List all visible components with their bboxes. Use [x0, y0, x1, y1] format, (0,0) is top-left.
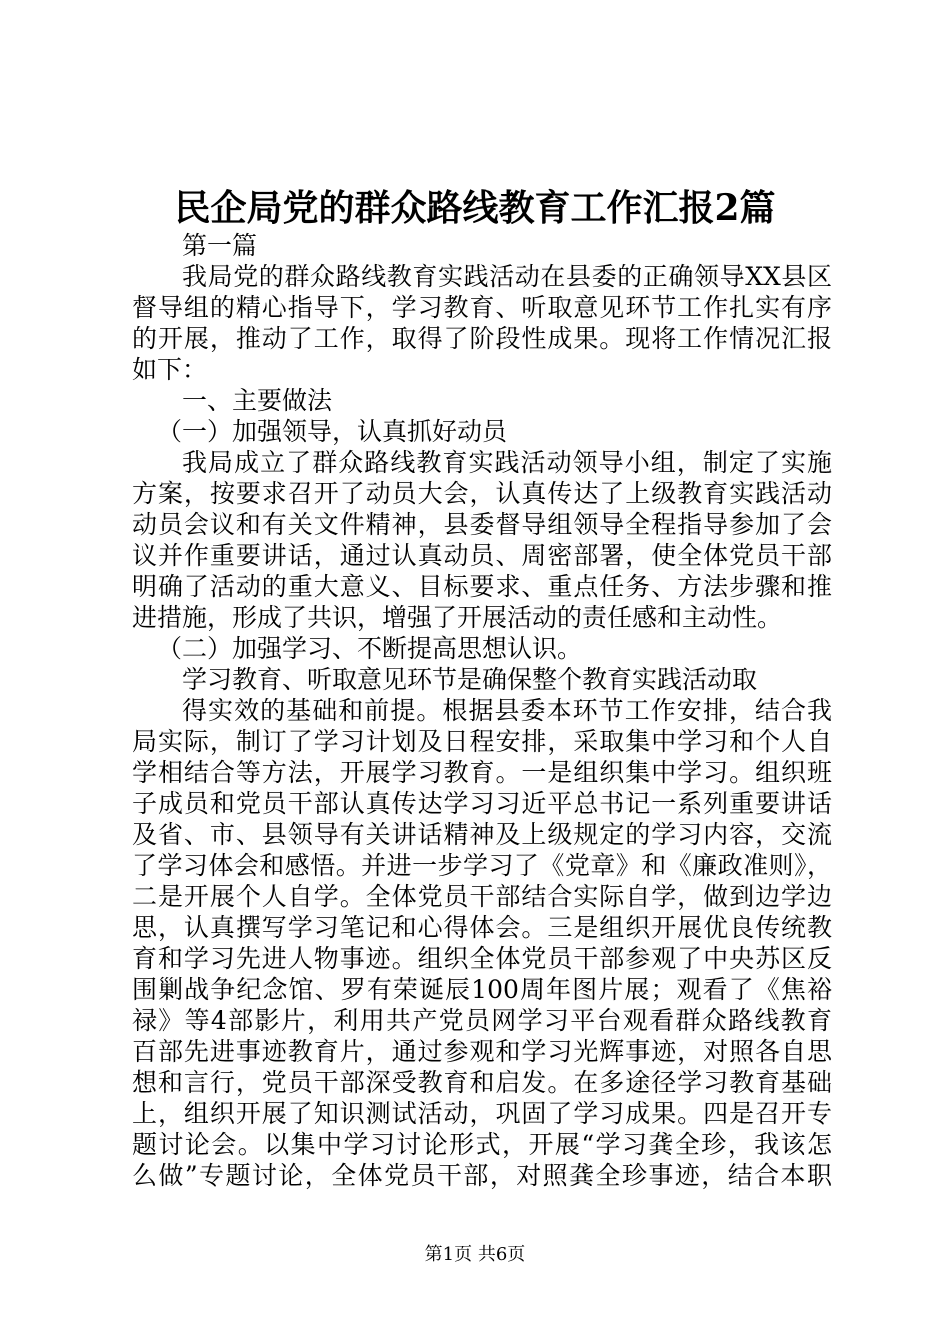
paragraph-line: 动员会议和有关文件精神，县委督导组领导全程指导参加了会 [132, 510, 832, 539]
paragraph-line: 学相结合等方法，开展学习教育。一是组织集中学习。组织班 [132, 758, 832, 787]
paragraph-line: 进措施，形成了共识，增强了开展活动的责任感和主动性。 [132, 603, 783, 632]
paragraph-line: 上，组织开展了知识测试活动，巩固了学习成果。四是召开专 [132, 1099, 832, 1128]
subheading-leadership: （一）加强领导，认真抓好动员 [157, 417, 508, 446]
paragraph-line: 及省、市、县领导有关讲话精神及上级规定的学习内容，交流 [132, 820, 832, 849]
paragraph-line: 我局成立了群众路线教育实践活动领导小组，制定了实施 [182, 448, 832, 477]
paragraph-line: 百部先进事迹教育片，通过参观和学习光辉事迹，对照各自思 [132, 1037, 832, 1066]
paragraph-line: 方案，按要求召开了动员大会，认真传达了上级教育实践活动 [132, 479, 832, 508]
paragraph-line: 子成员和党员干部认真传达学习习近平总书记一系列重要讲话 [132, 789, 832, 818]
paragraph-line: 的开展，推动了工作，取得了阶段性成果。现将工作情况汇报 [132, 324, 832, 353]
paragraph-line: 明确了活动的重大意义、目标要求、重点任务、方法步骤和推 [132, 572, 832, 601]
section-heading-first: 第一篇 [182, 231, 258, 260]
heading-main-practices: 一、主要做法 [182, 386, 333, 415]
paragraph-line: 围剿战争纪念馆、罗有荣诞辰100周年图片展；观看了《焦裕 [132, 975, 832, 1004]
paragraph-line: 局实际，制订了学习计划及日程安排，采取集中学习和个人自 [132, 727, 832, 756]
paragraph-line: 么做”专题讨论，全体党员干部，对照龚全珍事迹，结合本职 [132, 1161, 832, 1190]
page-number-footer: 第1页 共6页 [424, 1244, 526, 1265]
paragraph-line: 思，认真撰写学习笔记和心得体会。三是组织开展优良传统教 [132, 913, 832, 942]
paragraph-line: 育和学习先进人物事迹。组织全体党员干部参观了中央苏区反 [132, 944, 832, 973]
document-body [132, 230, 832, 1191]
paragraph-line: 得实效的基础和前提。根据县委本环节工作安排，结合我 [182, 696, 832, 725]
paragraph-line: 议并作重要讲话，通过认真动员、周密部署，使全体党员干部 [132, 541, 832, 570]
paragraph-line: 想和言行，党员干部深受教育和启发。在多途径学习教育基础 [132, 1068, 832, 1097]
paragraph-line: 二是开展个人自学。全体党员干部结合实际自学，做到边学边 [132, 882, 832, 911]
paragraph-line: 我局党的群众路线教育实践活动在县委的正确领导XX县区 [182, 262, 832, 291]
paragraph-line: 督导组的精心指导下，学习教育、听取意见环节工作扎实有序 [132, 293, 832, 322]
paragraph-line: 禄》等4部影片，利用共产党员网学习平台观看群众路线教育 [132, 1006, 832, 1035]
subheading-study: （二）加强学习、不断提高思想认识。 [157, 634, 583, 663]
paragraph-line: 学习教育、听取意见环节是确保整个教育实践活动取 [182, 665, 758, 694]
paragraph-line: 题讨论会。以集中学习讨论形式，开展“学习龚全珍，我该怎 [132, 1130, 832, 1159]
paragraph-line: 了学习体会和感悟。并进一步学习了《党章》和《廉政准则》， [132, 851, 832, 880]
document-title: 民企局党的群众路线教育工作汇报2篇 [174, 187, 776, 229]
paragraph-line: 如下： [132, 355, 208, 384]
